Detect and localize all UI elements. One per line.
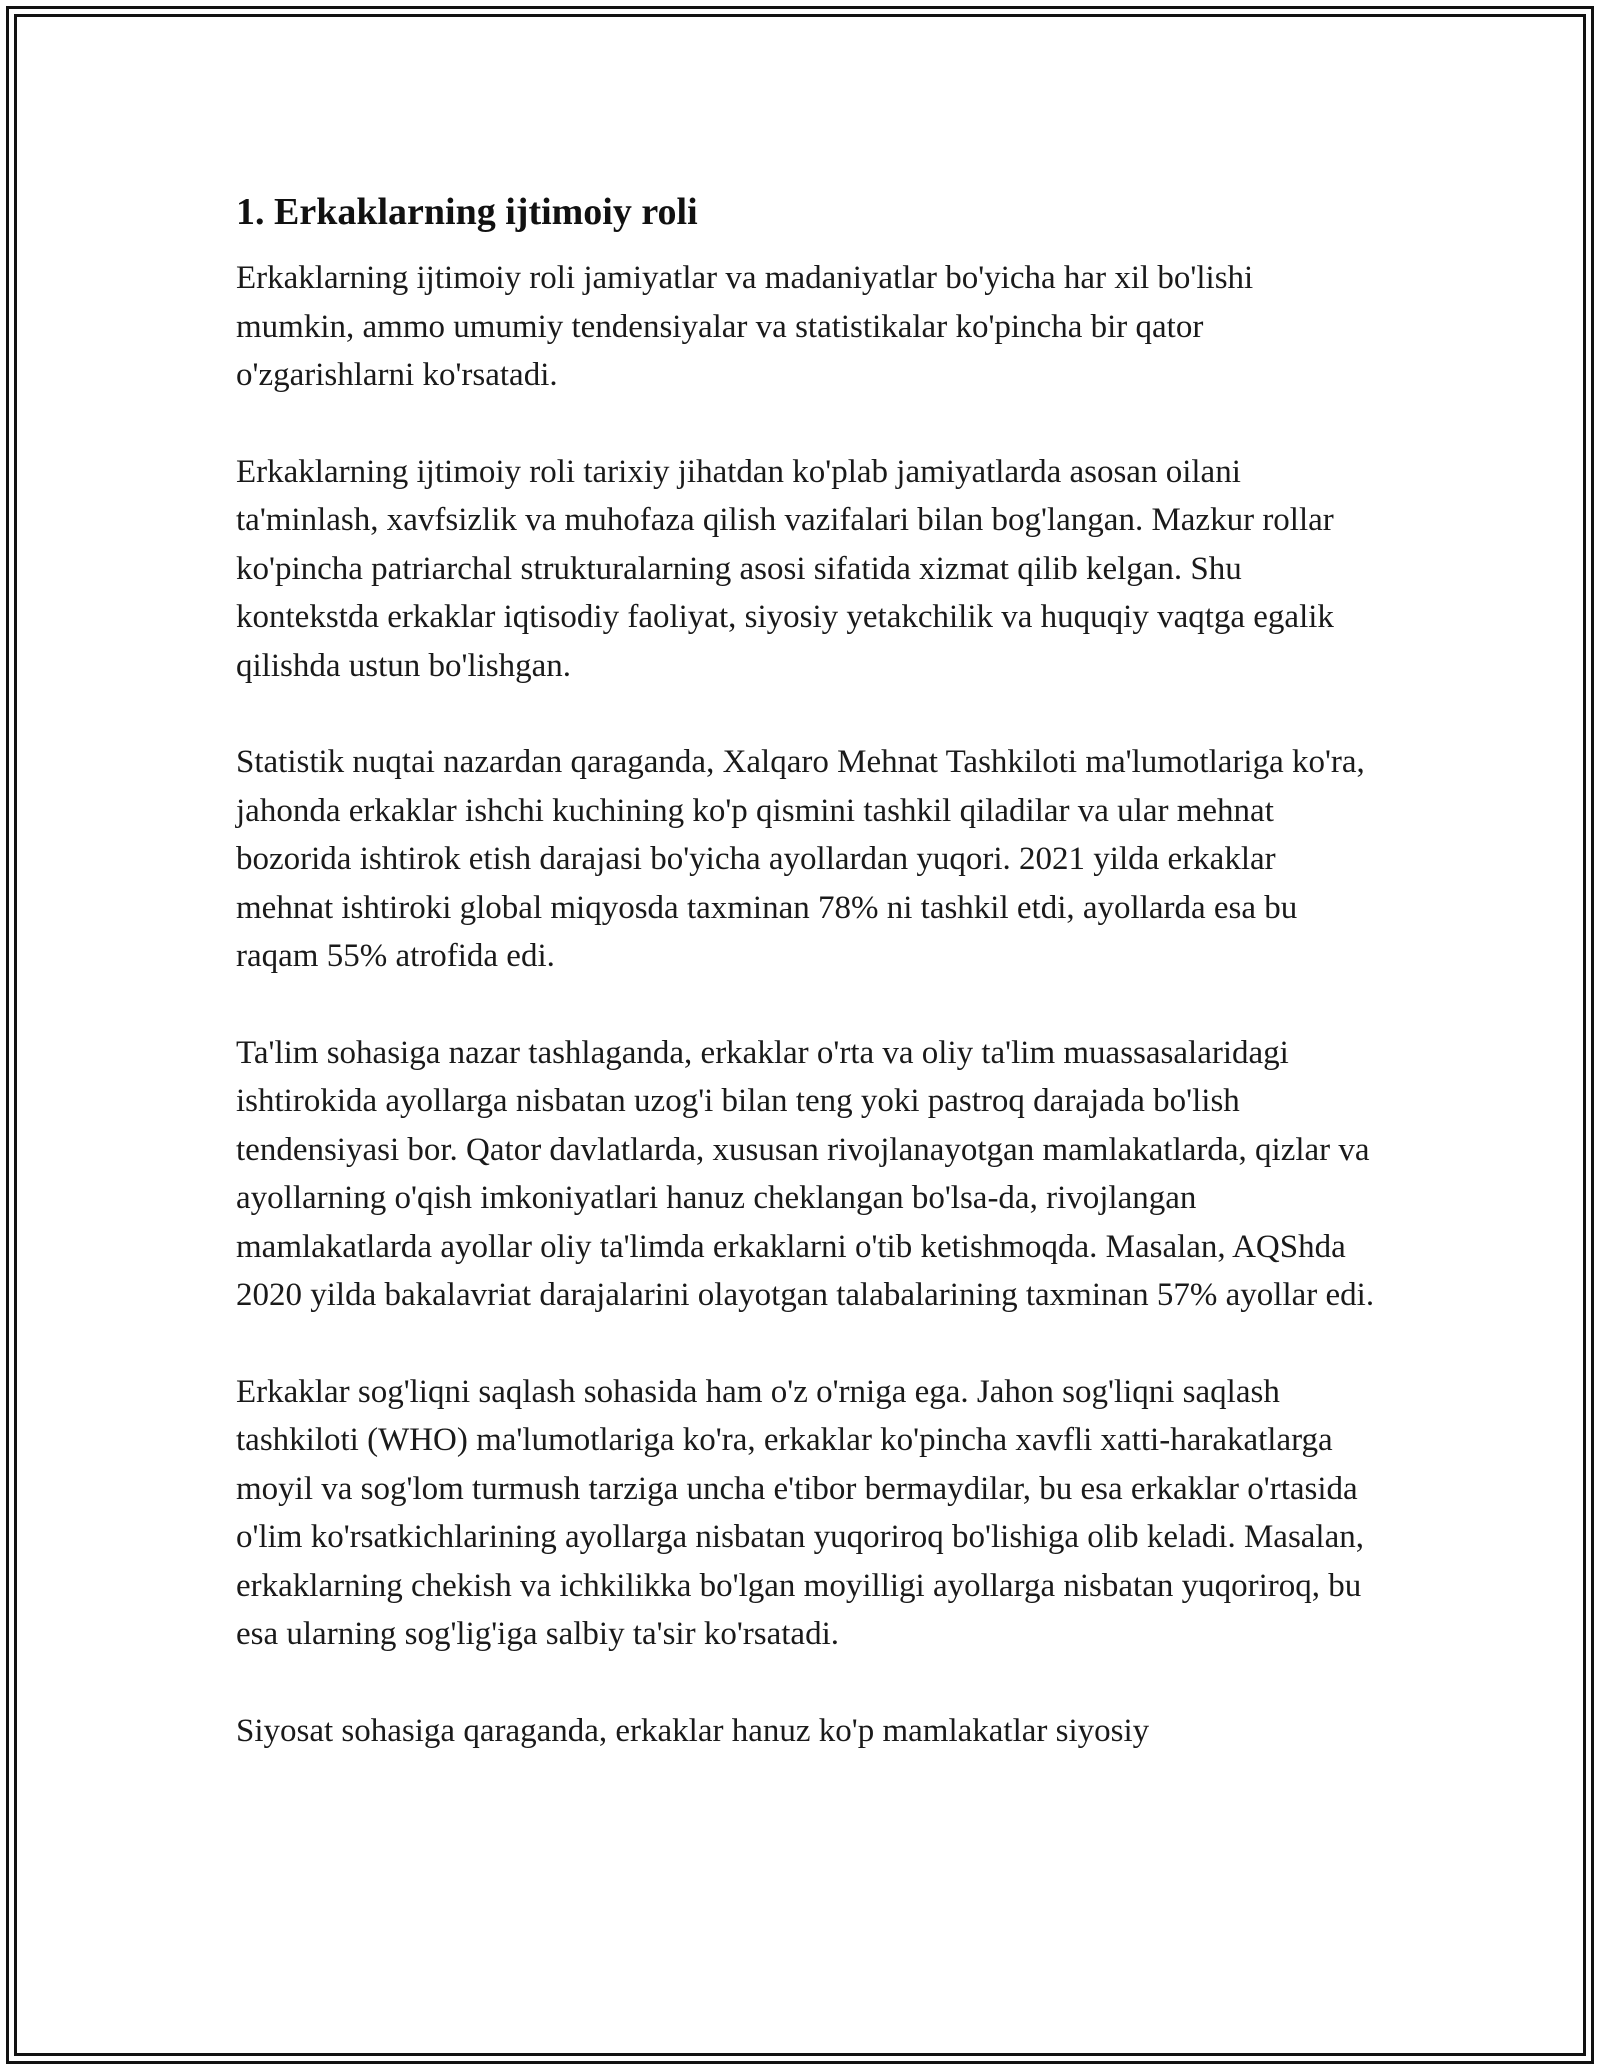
paragraph-intro: Erkaklarning ijtimoiy roli jamiyatlar va madaniyatlar bo'yicha har xil bo'lishi mumkin, ammo umumiy tendensiyalar va statistikalar ko'pincha bir qator o'zgarishlarni ko'rsatadi. [236,260,1254,393]
paragraph-health: Erkaklar sog'liqni saqlash sohasida ham o'z o'rniga ega. Jahon sog'liqni saqlash tashkiloti (WHO) ma'lumotlariga ko'ra, erkaklar ko'pincha xavfli xatti-harakatlarga moyil va sog'lom turmush tarziga uncha e'tibor bermaydilar, bu esa erkaklar o'rtasida o'lim ko'rsatkichlarining ayollarga nisbatan yuqoriroq bo'lishiga olib keladi. Masalan, erkaklarning chekish va ichkilikka bo'lgan moyilligi ayollarga nisbatan yuqoriroq, bu esa ularning sog'lig'iga salbiy ta'sir ko'rsatadi. [236,1373,1364,1652]
document-body [236,186,1376,1803]
section-heading: 1. Erkaklarning ijtimoiy roli [236,191,698,233]
paragraph-politics: Siyosat sohasiga qaraganda, erkaklar hanuz ko'p mamlakatlar siyosiy [236,1712,1150,1749]
paragraph-labor-statistics: Statistik nuqtai nazardan qaraganda, Xalqaro Mehnat Tashkiloti ma'lumotlariga ko'ra, jahonda erkaklar ishchi kuchining ko'p qismini tashkil qiladilar va ular mehnat bozorida ishtirok etish darajasi bo'yicha ayollardan yuqori. 2021 yilda erkaklar mehnat ishtiroki global miqyosda taxminan 78% ni tashkil etdi, ayollarda esa bu raqam 55% atrofida edi. [236,744,1365,974]
paragraph-history: Erkaklarning ijtimoiy roli tarixiy jihatdan ko'plab jamiyatlarda asosan oilani ta'minlash, xavfsizlik va muhofaza qilish vazifalari bilan bog'langan. Mazkur rollar ko'pincha patriarchal strukturalarning asosi sifatida xizmat qilib kelgan. Shu kontekstda erkaklar iqtisodiy faoliyat, siyosiy yetakchilik va huquqiy vaqtga egalik qilishda ustun bo'lishgan. [236,453,1334,684]
paragraph-education: Ta'lim sohasiga nazar tashlaganda, erkaklar o'rta va oliy ta'lim muassasalaridagi ishtirokida ayollarga nisbatan uzog'i bilan teng yoki pastroq darajada bo'lish tendensiyasi bor. Qator davlatlarda, xususan rivojlanayotgan mamlakatlarda, qizlar va ayollarning o'qish imkoniyatlari hanuz cheklangan bo'lsa-da, rivojlangan mamlakatlarda ayollar oliy ta'limda erkaklarni o'tib ketishmoqda. Masalan, AQShda 2020 yilda bakalavriat darajalarini olayotgan talabalarining taxminan 57% ayollar edi. [236,1034,1375,1313]
